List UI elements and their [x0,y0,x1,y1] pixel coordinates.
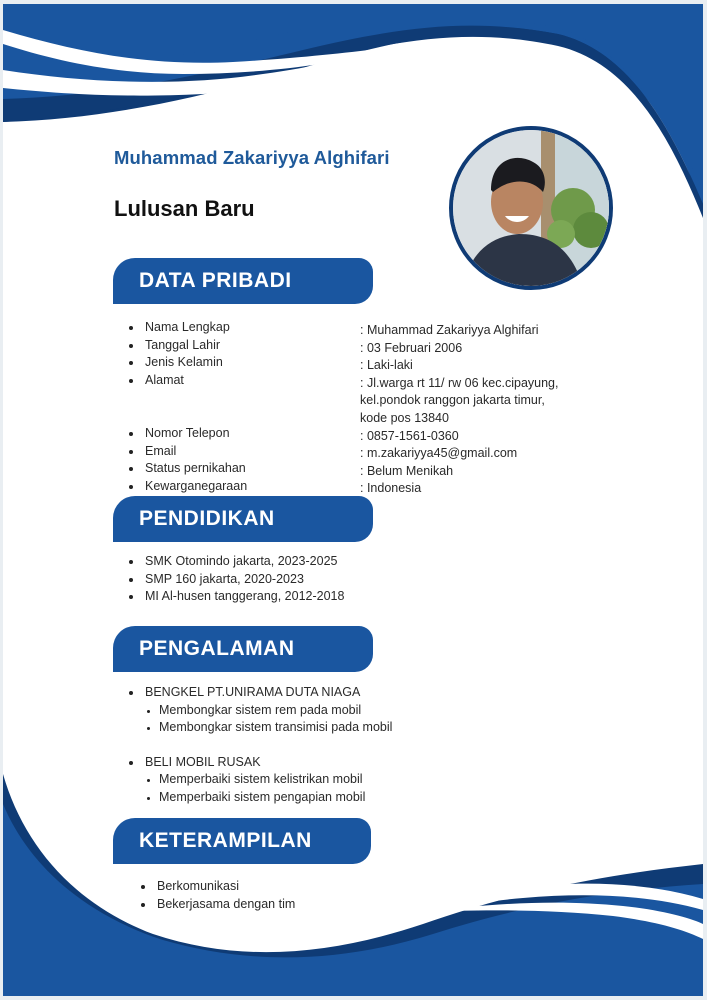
value-nomor-telepon: : 0857-1561-0360 [360,428,459,443]
skills-list [137,878,295,913]
experience-task: Memperbaiki sistem pengapian mobil [125,789,392,807]
label-kewarganegaraan: Kewarganegaraan [125,478,247,496]
experience-place: BENGKEL PT.UNIRAMA DUTA NIAGA [125,684,392,702]
experience-task: Membongkar sistem rem pada mobil [125,702,392,720]
experience-place: BELI MOBIL RUSAK [125,754,392,772]
section-header-pendidikan: PENDIDIKAN [113,496,373,542]
experience-task: Memperbaiki sistem kelistrikan mobil [125,771,392,789]
label-nomor-telepon: Nomor Telepon [125,425,247,443]
value-kewarganegaraan: : Indonesia [360,481,422,496]
value-jenis-kelamin: : Laki-laki [360,358,413,373]
value-tanggal-lahir: : 03 Februari 2006 [360,340,463,355]
label-nama-lengkap: Nama Lengkap [125,319,230,337]
value-status-pernikahan: : Belum Menikah [360,463,454,478]
label-jenis-kelamin: Jenis Kelamin [125,354,230,372]
value-alamat-line2: kel.pondok ranggon jakarta timur, [360,393,545,408]
value-nama-lengkap: : Muhammad Zakariyya Alghifari [360,323,539,337]
person-photo-icon [453,130,609,286]
skill-item: Berkomunikasi [137,878,295,896]
candidate-role: Lulusan Baru [114,196,255,221]
personal-data-labels-2 [125,425,247,495]
skill-item: Bekerjasama dengan tim [137,896,295,914]
education-list [125,553,344,606]
label-email: Email [125,443,247,461]
value-alamat-line3: kode pos 13840 [360,410,449,425]
profile-photo [449,126,613,290]
section-header-data-pribadi: DATA PRIBADI [113,258,373,304]
label-tanggal-lahir: Tanggal Lahir [125,337,230,355]
cv-page [3,4,703,996]
education-item: SMK Otomindo jakarta, 2023-2025 [125,553,344,571]
personal-data-labels [125,319,230,389]
label-status-pernikahan: Status pernikahan [125,460,247,478]
section-header-pengalaman: PENGALAMAN [113,626,373,672]
value-email: : m.zakariyya45@gmail.com [360,446,518,461]
section-header-keterampilan: KETERAMPILAN [113,818,371,864]
education-item: SMP 160 jakarta, 2020-2023 [125,571,344,589]
experience-task: Membongkar sistem transimisi pada mobil [125,719,392,737]
value-alamat-line1: : Jl.warga rt 11/ rw 06 kec.cipayung, [360,375,559,390]
label-alamat: Alamat [125,372,230,390]
candidate-name: Muhammad Zakariyya Alghifari [114,147,390,168]
experience-list [125,684,392,807]
education-item: MI Al-husen tanggerang, 2012-2018 [125,588,344,606]
personal-data-values [360,322,558,498]
